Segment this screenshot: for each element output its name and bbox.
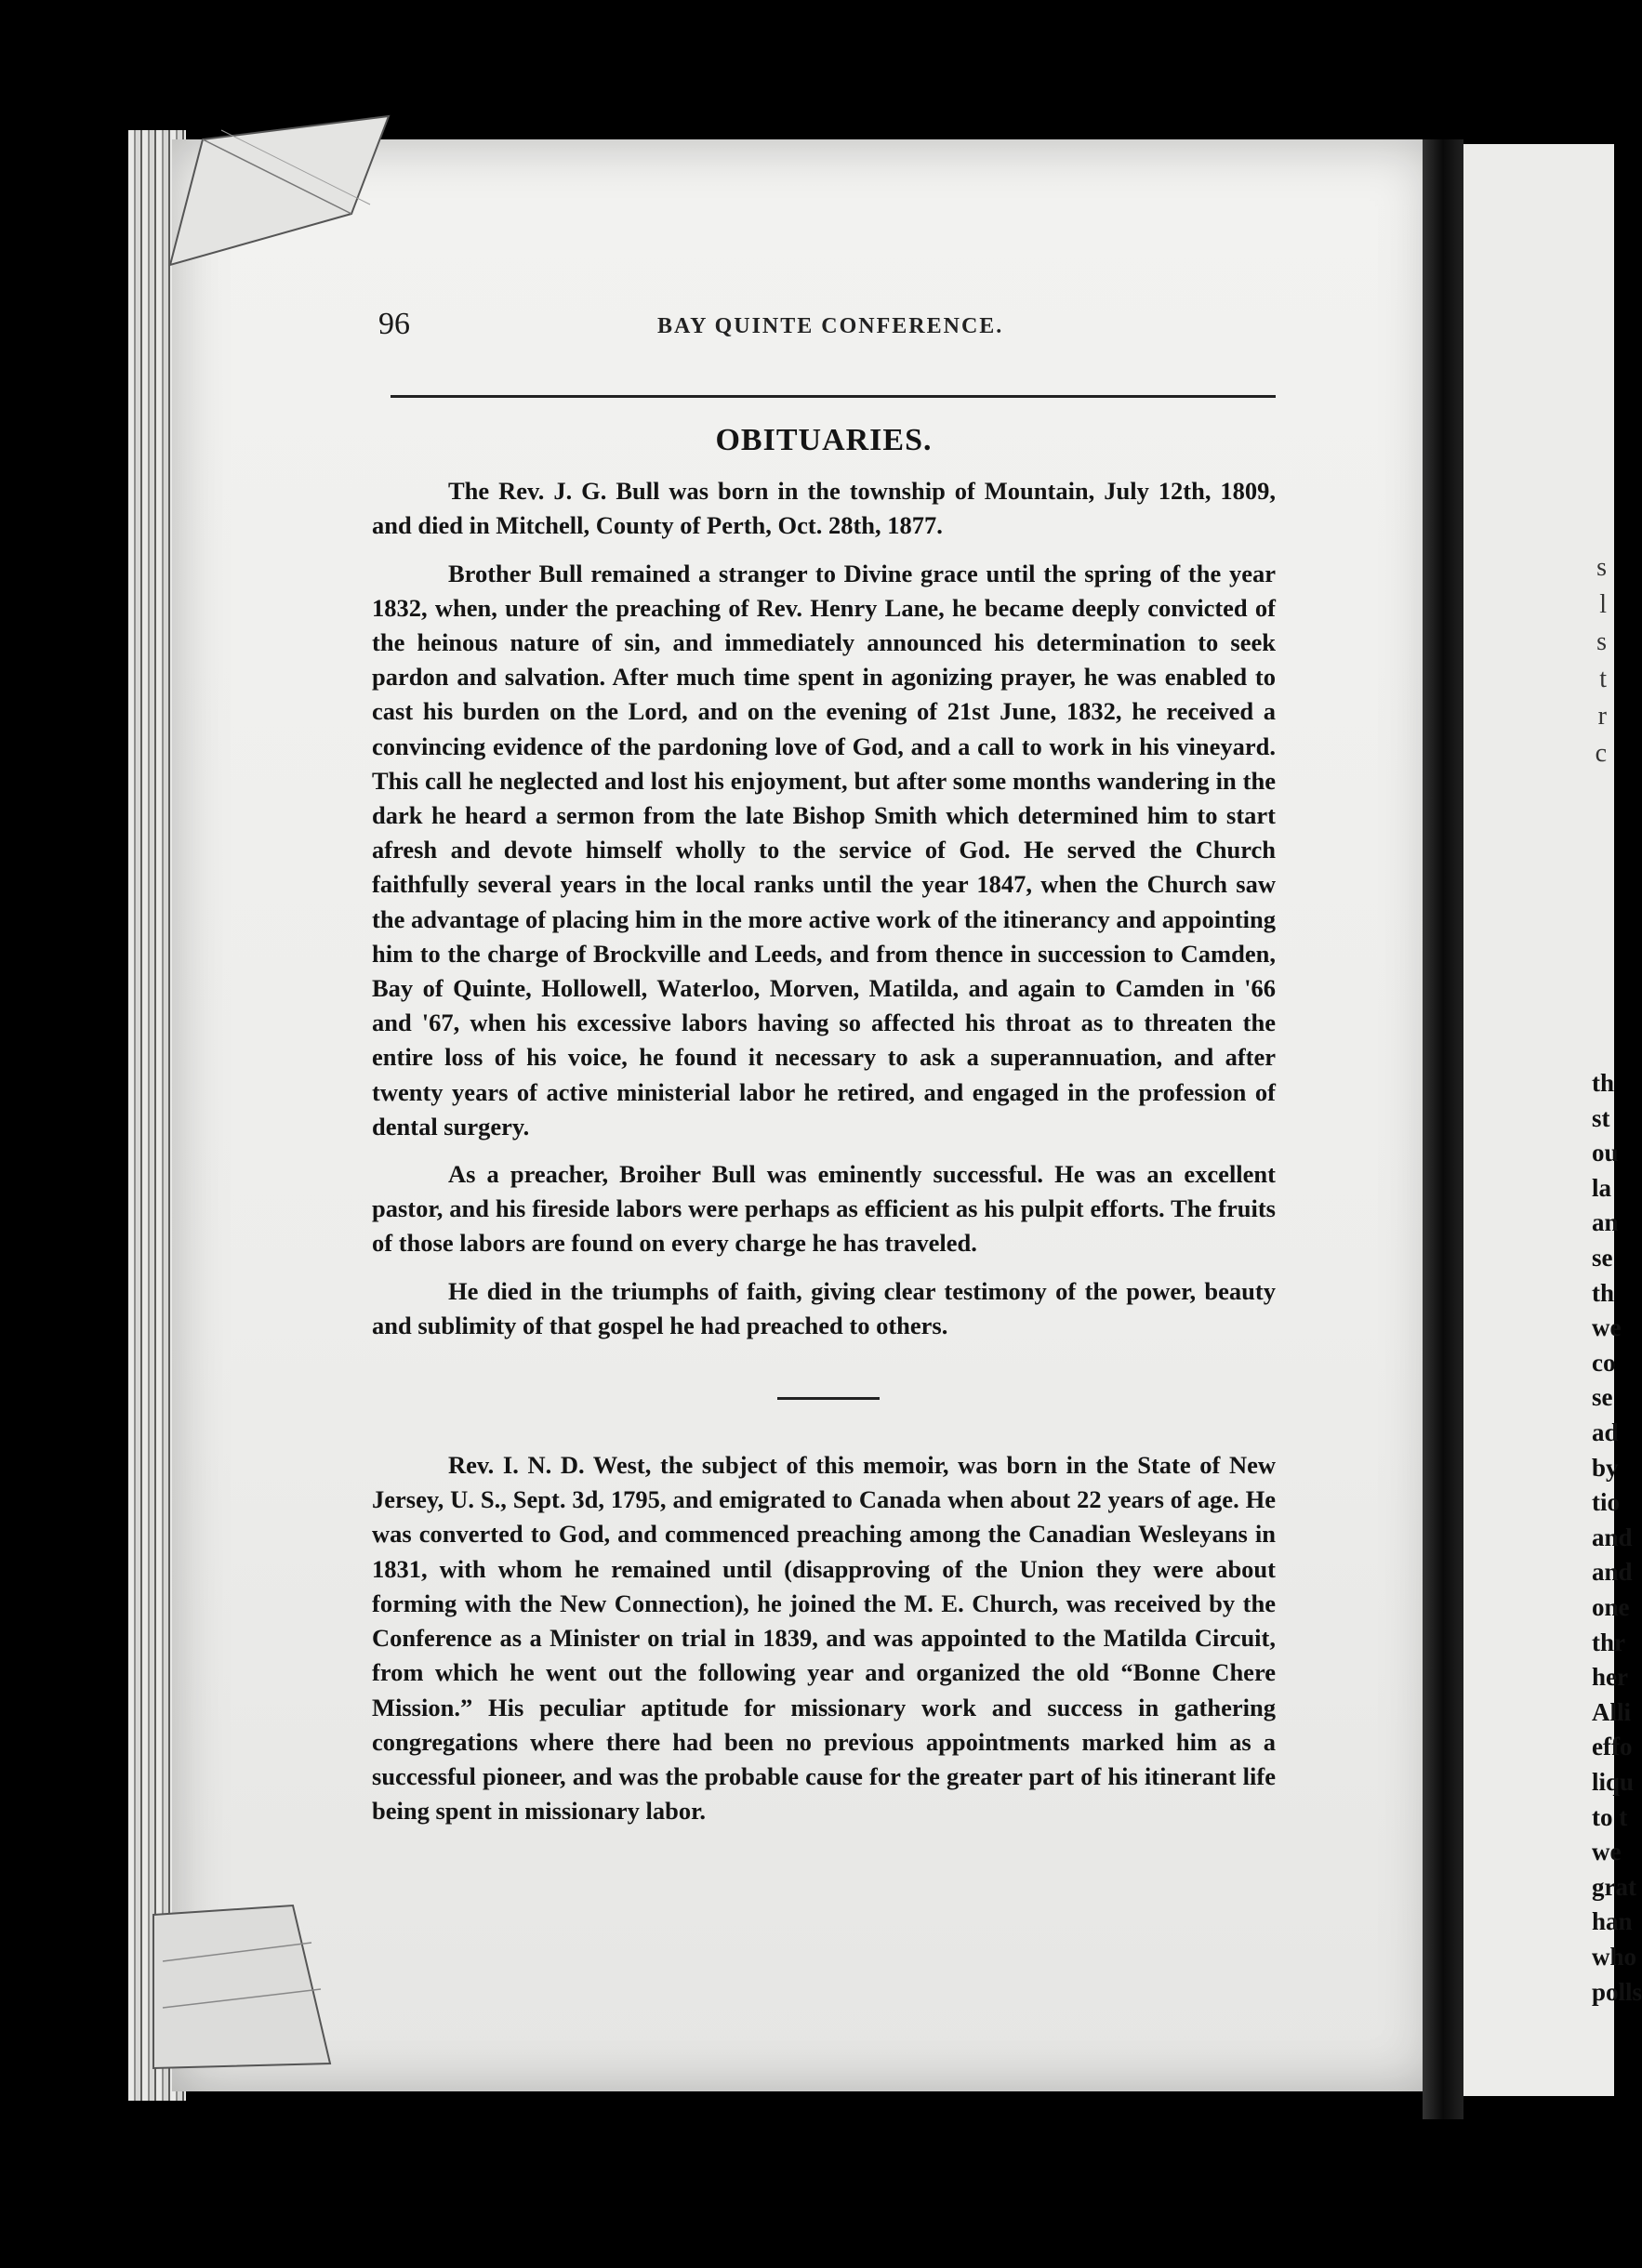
right-page-fragment: ou bbox=[1592, 1139, 1619, 1167]
right-page-fragment: st bbox=[1592, 1103, 1610, 1132]
right-page-fragment: la bbox=[1592, 1173, 1612, 1202]
right-page-fragment: who bbox=[1592, 1943, 1637, 1971]
page-header bbox=[378, 307, 1276, 353]
right-page-fragment: Alli bbox=[1592, 1697, 1632, 1726]
right-page-fragment: th bbox=[1592, 1069, 1615, 1097]
right-page-fragment: r bbox=[1597, 702, 1607, 731]
right-page-fragment: we bbox=[1592, 1313, 1622, 1342]
book-gutter bbox=[1423, 139, 1463, 2119]
right-page-fragment: we bbox=[1592, 1838, 1622, 1866]
right-page-fragment: se bbox=[1592, 1244, 1613, 1272]
right-page-fragment: s bbox=[1596, 553, 1607, 582]
right-page-fragment: co bbox=[1592, 1348, 1616, 1377]
right-page-fragment: by bbox=[1592, 1453, 1619, 1482]
paragraph: He died in the triumphs of faith, giving clear testimony of the power, beauty and sublimity of that gospel he had preached to others. bbox=[372, 1276, 1276, 1339]
page-curl-bottom bbox=[153, 1905, 339, 2073]
right-page-fragment: polls bbox=[1592, 1977, 1642, 2006]
right-page-fragment: l bbox=[1599, 590, 1607, 619]
right-page-fragment: and bbox=[1592, 1558, 1633, 1587]
page-number: 96 bbox=[378, 307, 410, 341]
right-page-fragment: grat bbox=[1592, 1872, 1636, 1901]
right-page-fragment: s bbox=[1596, 627, 1607, 656]
right-page-fragment: effo bbox=[1592, 1733, 1633, 1761]
right-page-fragment: liqu bbox=[1592, 1768, 1635, 1796]
right-page-fragment: han bbox=[1592, 1907, 1633, 1936]
page-curl-top bbox=[166, 112, 407, 270]
right-page-fragment: her bbox=[1592, 1663, 1628, 1692]
right-page-fragment: th bbox=[1592, 1278, 1615, 1307]
paragraph: As a preacher, Broiher Bull was eminently successful. He was an excellent pastor, and his fireside labors were perhaps as efficient as his pulpit efforts. The fruits of those labors are found on every charge he has traveled. bbox=[372, 1160, 1276, 1258]
right-page-fragment: se bbox=[1592, 1383, 1613, 1412]
right-page-fragment: and bbox=[1592, 1523, 1633, 1551]
paragraph: The Rev. J. G. Bull was born in the township of Mountain, July 12th, 1809, and died in Mitchell, County of Perth, Oct. 28th, 1877. bbox=[372, 477, 1276, 540]
running-title: BAY QUINTE CONFERENCE. bbox=[657, 314, 1004, 338]
section-title: OBITUARIES. bbox=[715, 423, 933, 457]
right-page-fragment: thr bbox=[1592, 1628, 1625, 1656]
header-rule bbox=[391, 395, 1276, 398]
right-page-fragment: one bbox=[1592, 1593, 1630, 1621]
right-page-fragment: c bbox=[1595, 739, 1607, 768]
paragraph: Rev. I. N. D. West, the subject of this memoir, was born in the State of New Jersey, U. S., Sept. 3d, 1795, and emigrated to Canada when about 22 years of age. He was converted to God, and commenced preaching among the Canadian Wesleyans in 1831, with whom he remained until (disapproving of the Union they were about forming with the New Connection), he joined the M. E. Church, was received by the Conference as a Minister on trial in 1839, and was appointed to the Matilda Circuit, from which he went out the following year and organized the old “Bonne Chere Mission.” His peculiar aptitude for missionary work and success in gathering congregations where there had been no previous appointments marked him as a successful pioneer, and was the probable cause for the greater part of his itinerant life being spent in missionary labor. bbox=[372, 1451, 1276, 1826]
right-page-fragment: ad bbox=[1592, 1418, 1619, 1446]
page-body bbox=[372, 423, 1276, 1841]
right-page-fragment: an bbox=[1592, 1208, 1619, 1237]
right-page-fragment: t bbox=[1599, 665, 1607, 693]
paragraph: Brother Bull remained a stranger to Divine grace until the spring of the year 1832, when, under the preaching of Rev. Henry Lane, he became deeply convicted of the heinous nature of sin, and immediately announced his determination to seek pardon and salvation. After much time spent in agonizing prayer, he was enabled to cast his burden on the Lord, and on the evening of 21st June, 1832, he received a convincing evidence of the pardoning love of God, and a call to work in his vineyard. This call he neglected and lost his enjoyment, but after some months wandering in the dark he heard a sermon from the late Bishop Smith which determined him to start afresh and devote himself wholly to the service of God. He served the Church faithfully several years in the local ranks until the year 1847, when the Church saw the advantage of placing him in the more active work of the itinerancy and appointing him to the charge of Brockville and Leeds, and from thence in succession to Camden, Bay of Quinte, Hollowell, Waterloo, Morven, Matilda, and again to Camden in '66 and '67, when his excessive labors having so affected his throat as to threaten the entire loss of his voice, he found it necessary to ask a superannuation, and after twenty years of active ministerial labor he retired, and engaged in the profession of dental surgery. bbox=[372, 559, 1276, 1141]
right-page-fragment: to t bbox=[1592, 1802, 1628, 1831]
right-page-fragment: tio bbox=[1592, 1488, 1620, 1517]
section-divider bbox=[777, 1397, 880, 1400]
